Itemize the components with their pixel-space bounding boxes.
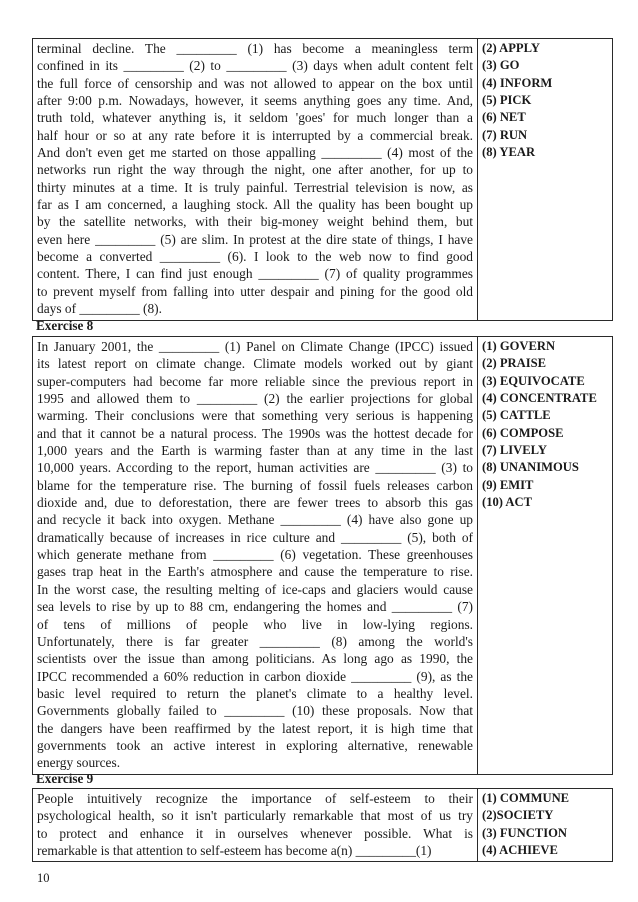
page-number: 10: [37, 871, 50, 885]
word-list-item: (2) PRAISE: [482, 356, 547, 371]
exercise-9-label: Exercise 9: [36, 771, 94, 786]
exercise-8-word-list: [478, 337, 613, 775]
word-list-item: (6) COMPOSE: [482, 425, 564, 440]
word-list-item: (6) NET: [482, 110, 526, 125]
passage-line: the dangers have been reaffirmed by the latest report, it is high time that: [37, 720, 473, 736]
passage-line: blame for the temperature rise. The burning of fossil fuels releases carbon: [37, 477, 473, 493]
exercise-7-word-list: [478, 39, 613, 321]
word-list-item: (3) GO: [482, 58, 520, 73]
passage-line: after 9:00 p.m. Nowadays, however, it seems anything goes any time. And,: [37, 93, 473, 109]
word-list-item: (8) UNANIMOUS: [482, 460, 579, 475]
word-list-item: (8) YEAR: [482, 145, 536, 160]
word-list-item: (5) PICK: [482, 93, 532, 108]
passage-line: networks run right the way through the night, one after another, for up to: [37, 162, 473, 178]
passage-line: IPCC recommended a 60% reduction in carbon dioxide _________ (9), as the: [37, 668, 473, 684]
word-list-item: (1) GOVERN: [482, 339, 556, 353]
passage-line: terminal decline. The _________ (1) has become a meaningless term: [37, 41, 473, 56]
word-list-item: (3) FUNCTION: [482, 825, 568, 840]
passage-line: energy sources.: [37, 755, 121, 771]
word-list-item: (4) INFORM: [482, 75, 553, 90]
word-list-item: (5) CATTLE: [482, 408, 551, 423]
passage-line: content. There, I can find just enough _________ (7) of quality programmes: [37, 266, 473, 282]
passage-line: its latest report on climate change. Climate models worked out by giant: [37, 356, 473, 372]
passage-line: by the satellite networks, with their big-money weight behind them, but: [37, 214, 473, 230]
passage-line: gases trap heat in the Earth's atmosphere and cause the temperature to rise.: [37, 564, 473, 580]
passage-line: In the worst case, the resulting melting of ice-caps and glaciers would cause: [37, 581, 473, 597]
passage-line: thirty minutes at a time. It is truly painful. Terrestrial television is now, as: [37, 179, 473, 195]
passage-line: days of _________ (8).: [37, 301, 162, 317]
passage-line: warming. Their conclusions were that something very serious is happening: [37, 408, 473, 424]
passage-line: remarkable is that attention to self-esteem has become a(n) _________(1): [37, 843, 432, 859]
word-list-item: (1) COMMUNE: [482, 791, 570, 805]
word-list-item: (3) EQUIVOCATE: [482, 373, 585, 388]
passage-line: which generate methane from _________ (6) vegetation. These greenhouses: [37, 547, 473, 563]
passage-line: Governments globally failed to _________ (10) these proposals. Now that: [37, 703, 473, 719]
passage-line: truth told, whatever anything is, it seldom 'goes' for much longer than a: [37, 110, 473, 126]
passage-line: half hour or so at any rate before it is interrupted by a commercial break.: [37, 127, 473, 143]
word-list-item: (10) ACT: [482, 495, 533, 510]
passage-line: confined in its _________ (2) to _________ (3) days when adult content felt: [37, 58, 473, 74]
exercise-7-passage: [33, 39, 478, 321]
passage-line: of tens of millions of people who live in low-lying regions.: [37, 616, 473, 632]
exercise-8-label: Exercise 8: [36, 318, 94, 333]
passage-line: In January 2001, the _________ (1) Panel on Climate Change (IPCC) issued: [37, 339, 473, 354]
word-list-item: (4) ACHIEVE: [482, 843, 558, 858]
exercise-8-passage: [33, 337, 478, 775]
exercise-9-word-list: [478, 789, 613, 862]
passage-line: dioxide and, due to deforestation, there are fewer trees to absorb this gas: [37, 495, 473, 511]
passage-line: become a converted _________ (6). I look to the web now to find good: [37, 249, 473, 265]
passage-line: to protect and enhance it in ourselves whenever possible. What is: [37, 825, 473, 841]
word-list-item: (4) CONCENTRATE: [482, 391, 597, 406]
word-list-item: (2) APPLY: [482, 41, 540, 55]
passage-line: And don't even get me started on those appalling _________ (4) most of the: [37, 145, 473, 161]
passage-line: scientists over the issue than among politicians. As long ago as 1990, the: [37, 651, 473, 667]
passage-line: far as I am concerned, a laughing stock. All the quality has been bought up: [37, 197, 473, 213]
passage-line: and recycle it back into oxygen. Methane _________ (4) have also gone up: [37, 512, 473, 528]
passage-line: sea levels to rise by up to 88 cm, endangering the homes and _________ (7): [37, 599, 473, 615]
word-list-item: (7) RUN: [482, 127, 528, 142]
exercise-8-table: [32, 336, 613, 775]
passage-line: even here _________ (5) are slim. In protest at the dire state of things, I have: [37, 231, 473, 247]
exercise-7-table: [32, 38, 613, 321]
word-list-item: (2)SOCIETY: [482, 808, 554, 823]
passage-line: People intuitively recognize the importance of self-esteem to their: [37, 791, 473, 806]
exercise-9-passage: [33, 789, 478, 862]
passage-line: 1995 and allowed them to _________ (2) the earlier projections for global: [37, 391, 473, 407]
passage-line: the full force of censorship and was not allowed to appear on the box until: [37, 75, 473, 91]
exercise-9-table: [32, 788, 613, 862]
passage-line: to prevent myself from falling into utter despair and pining for the good old: [37, 283, 473, 299]
passage-line: Unfortunately, there is far greater _________ (8) among the world's: [37, 633, 473, 649]
passage-line: 1,000 years and the Earth is warming faster than at any time in the last: [37, 443, 473, 459]
passage-line: dramatically because of increases in rice culture and _________ (5), both of: [37, 529, 473, 545]
passage-line: basic level required to return the planet's climate to a healthy level.: [37, 685, 473, 701]
passage-line: 10,000 years. According to the report, human activities are _________ (3) to: [37, 460, 473, 476]
passage-line: psychological health, so it isn't particularly remarkable that most of us try: [37, 808, 473, 824]
word-list-item: (9) EMIT: [482, 477, 534, 492]
passage-line: governments took an active interest in exploring alternative, renewable: [37, 737, 473, 753]
passage-line: and that it cannot be a natural process. The 1990s was the hottest decade for: [37, 425, 473, 441]
passage-line: super-computers had become far more reliable since the previous report in: [37, 373, 473, 389]
word-list-item: (7) LIVELY: [482, 443, 547, 458]
